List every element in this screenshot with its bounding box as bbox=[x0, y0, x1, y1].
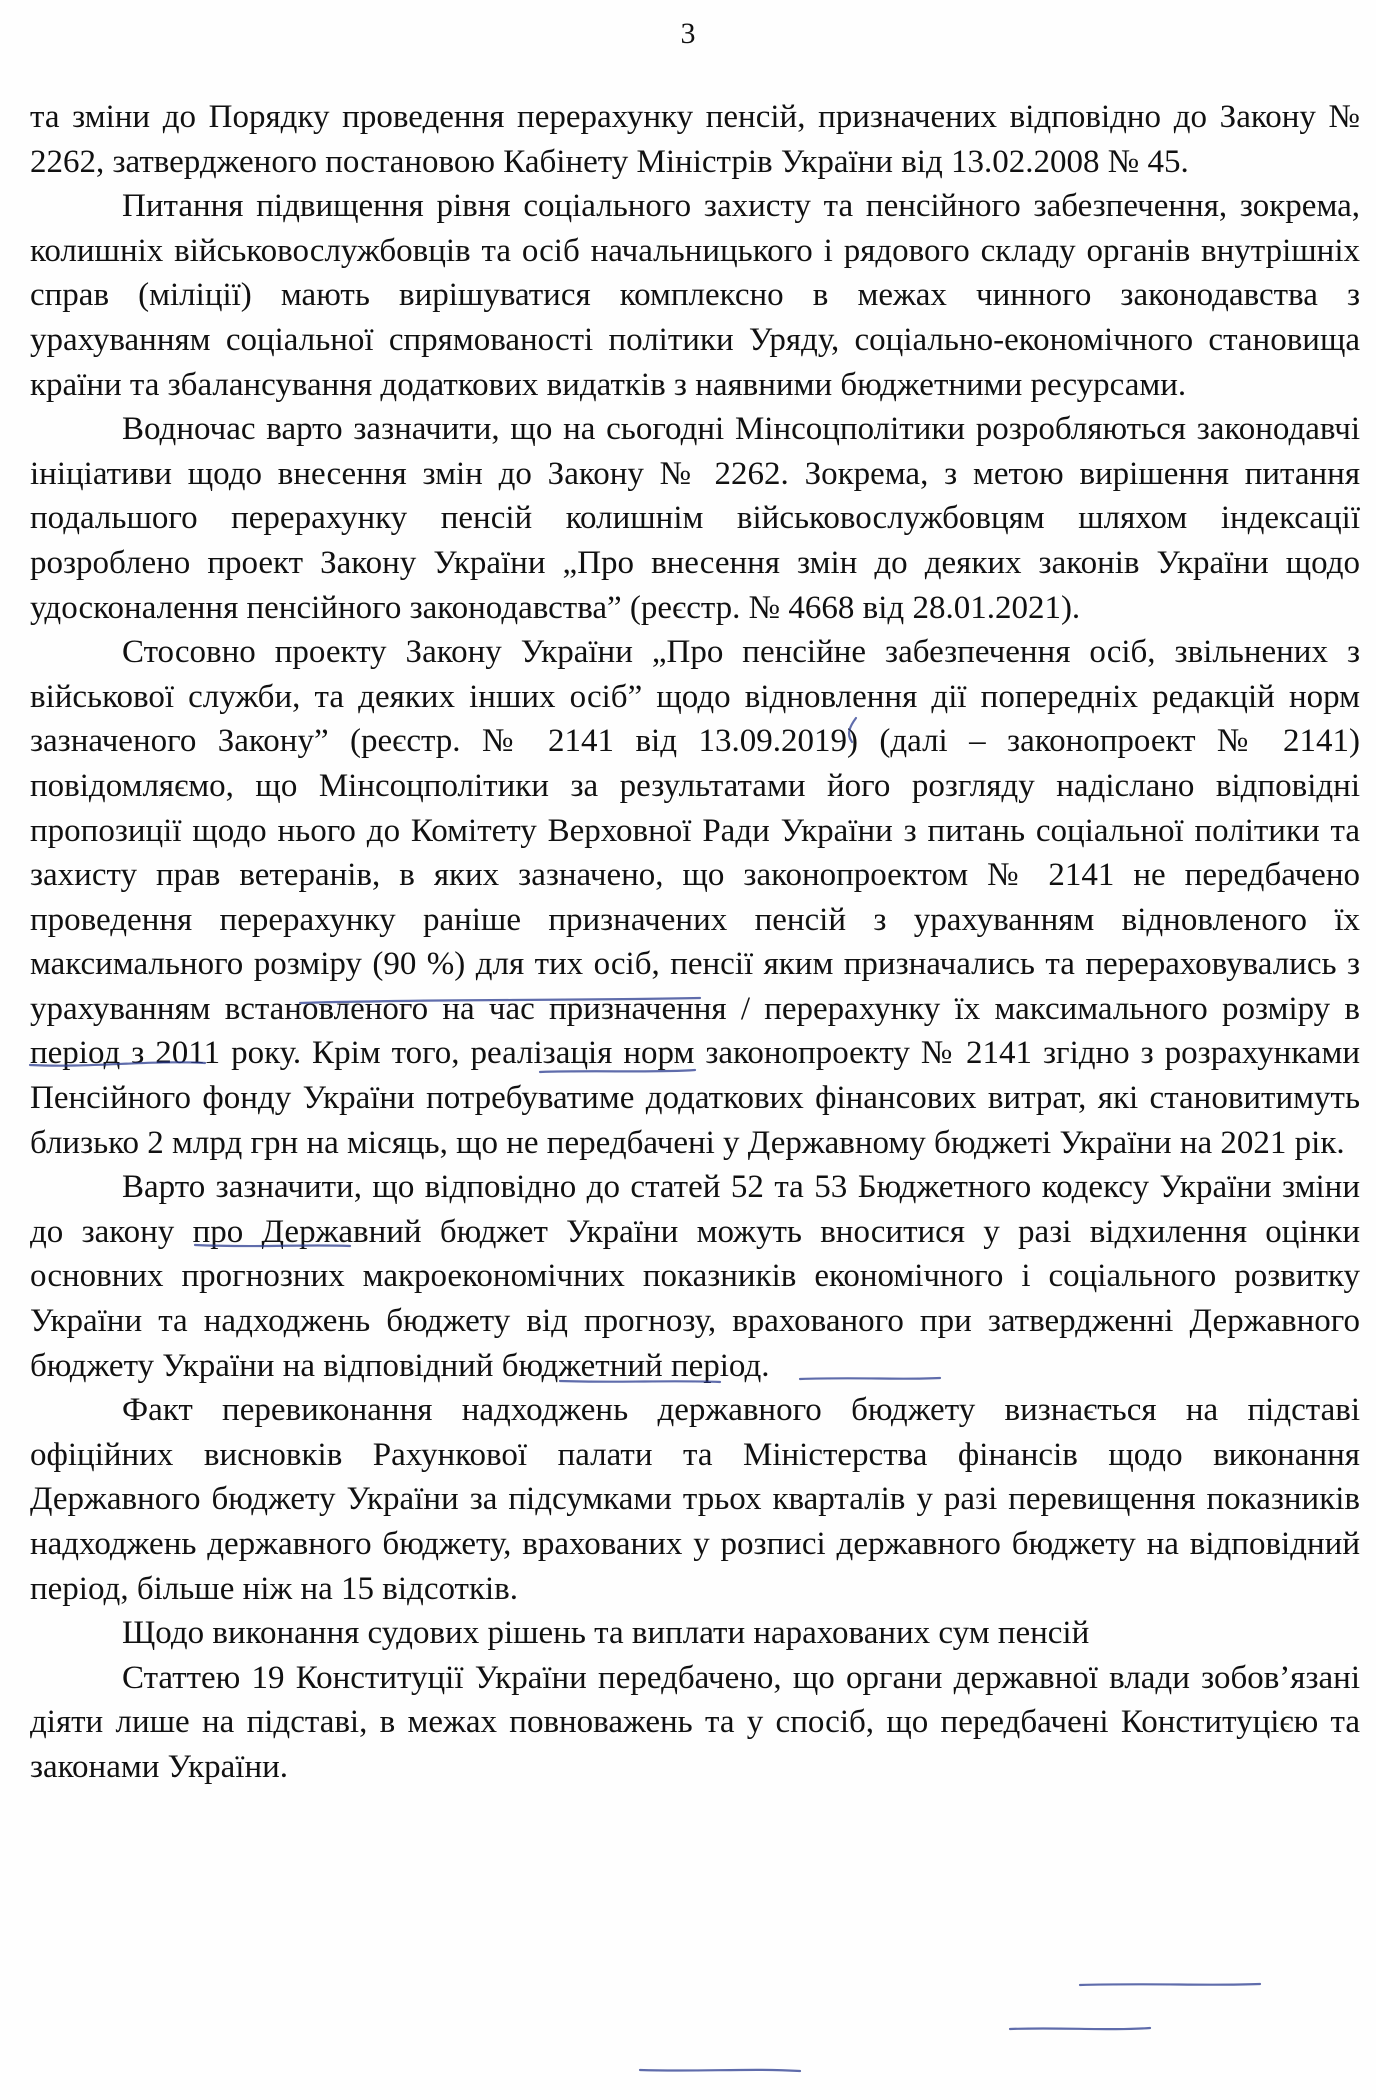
paragraph-budget-code: Варто зазначити, що відповідно до статей 52 та 53 Бюджетного кодексу України зміни до закону про Державний бюджет України можуть вноситися у разі відхилення оцінки основних прогнозних макроекономічних показників економічного і соціального розвитку України та надходжень бюджету від прогнозу, врахованого при затвердженні Державного бюджету України на відповідний бюджетний період. bbox=[30, 1169, 1360, 1384]
paragraph-continuation: та зміни до Порядку проведення перерахунку пенсій, призначених відповідно до Закону № 2262, затвердженого постановою Кабінету Міністрів України від 13.02.2008 № 45. bbox=[30, 99, 1360, 180]
ink-underline-laws bbox=[640, 2070, 800, 2071]
ink-underline-powers bbox=[1010, 2028, 1150, 2029]
paragraph-draft-law-2141: Стосовно проекту Закону України „Про пенсійне забезпечення осіб, звільнених з військової служби, та деяких інших осіб” щодо відновлення дії попередніх редакцій норм зазначеного Закону” (реєстр. № 2141 від 13.09.2019) (далі – законопроект № 2141) повідомляємо, що Мінсоцполітики за результатами його розгляду надіслано відповідні пропозиції щодо нього до Комітету Верховної Ради України з питань соціальної політики та захисту прав ветеранів, в яких зазначено, що законопроектом № 2141 не передбачено проведення перерахунку раніше призначених пенсій з урахуванням відновленого їх максимального розміру (90 %) для тих осіб, пенсії яким призначались та перераховувались з урахуванням встановленого на час призначення / перерахунку їх максимального розміру в період з 2011 року. Крім того, реалізація норм законопроекту № 2141 згідно з розрахунками Пенсійного фонду України потребуватиме додаткових фінансових витрат, які становитимуть близько 2 млрд грн на місяць, що не передбачені у Державному бюджеті України на 2021 рік. bbox=[30, 634, 1360, 1161]
section-heading-court-decisions: Щодо виконання судових рішень та виплати нарахованих сум пенсій bbox=[122, 1615, 1090, 1652]
document-body bbox=[30, 95, 1360, 1790]
paragraph-legislative-initiatives: Водночас варто зазначити, що на сьогодні Мінсоцполітики розробляються законодавчі ініціативи щодо внесення змін до Закону № 2262. Зокрема, з метою вирішення питання подальшого перерахунку пенсій колишнім військовослужбовцям шляхом індексації розроблено проект Закону України „Про внесення змін до деяких законів України щодо удосконалення пенсійного законодавства” (реєстр. № 4668 від 28.01.2021). bbox=[30, 411, 1360, 626]
ink-underline-organs bbox=[1080, 1984, 1260, 1985]
paragraph-social-protection: Питання підвищення рівня соціального захисту та пенсійного забезпечення, зокрема, колишніх військовослужбовців та осіб начальницького і рядового складу органів внутрішніх справ (міліції) мають вирішуватися комплексно в межах чинного законодавства з урахуванням соціальної спрямованості політики Уряду, соціально-економічного становища країни та збалансування додаткових видатків з наявними бюджетними ресурсами. bbox=[30, 188, 1360, 403]
paragraph-constitution-article-19: Статтею 19 Конституції України передбачено, що органи державної влади зобов’язані діяти лише на підставі, в межах повноважень та у спосіб, що передбачені Конституцією та законами України. bbox=[30, 1659, 1360, 1785]
page-number: 3 bbox=[680, 17, 696, 50]
paragraph-budget-overfulfillment: Факт перевиконання надходжень державного бюджету визнається на підставі офіційних висновків Рахункової палати та Міністерства фінансів щодо виконання Державного бюджету України за підсумками трьох кварталів у разі перевищення показників надходжень державного бюджету, врахованих у розписі державного бюджету на відповідний період, більше ніж на 15 відсотків. bbox=[30, 1392, 1360, 1607]
